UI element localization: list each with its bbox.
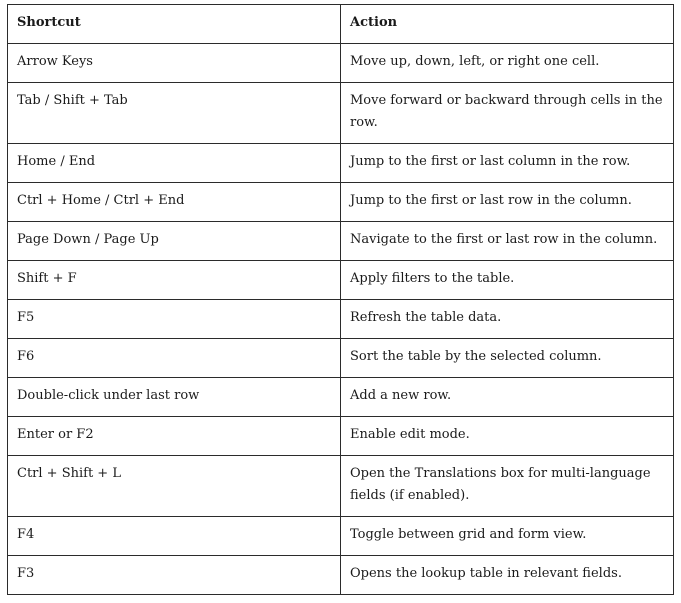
action-cell: Apply filters to the table. [341, 261, 674, 300]
table-row [8, 144, 674, 183]
action-cell: Toggle between grid and form view. [341, 517, 674, 556]
table-row [8, 378, 674, 417]
shortcut-cell: Tab / Shift + Tab [8, 83, 341, 144]
table-header-row [8, 5, 674, 44]
action-cell: Move up, down, left, or right one cell. [341, 44, 674, 83]
table-row [8, 222, 674, 261]
table-row [8, 456, 674, 517]
shortcut-cell: F5 [8, 300, 341, 339]
shortcuts-table-container [7, 4, 673, 595]
shortcut-cell: F4 [8, 517, 341, 556]
table-row [8, 44, 674, 83]
table-row [8, 183, 674, 222]
table-row [8, 517, 674, 556]
shortcut-cell: Shift + F [8, 261, 341, 300]
keyboard-shortcuts-table [7, 4, 674, 595]
table-row [8, 261, 674, 300]
header-shortcut: Shortcut [8, 5, 341, 44]
action-cell: Jump to the first or last row in the column. [341, 183, 674, 222]
table-row [8, 556, 674, 595]
action-cell: Opens the lookup table in relevant fields. [341, 556, 674, 595]
shortcut-cell: F6 [8, 339, 341, 378]
shortcut-cell: Home / End [8, 144, 341, 183]
table-row [8, 339, 674, 378]
table-row [8, 300, 674, 339]
shortcut-cell: Ctrl + Home / Ctrl + End [8, 183, 341, 222]
action-cell: Move forward or backward through cells in the row. [341, 83, 674, 144]
action-cell: Refresh the table data. [341, 300, 674, 339]
shortcut-cell: Page Down / Page Up [8, 222, 341, 261]
action-cell: Enable edit mode. [341, 417, 674, 456]
action-cell: Jump to the first or last column in the row. [341, 144, 674, 183]
shortcut-cell: Double-click under last row [8, 378, 341, 417]
action-cell: Open the Translations box for multi-language fields (if enabled). [341, 456, 674, 517]
shortcut-cell: Enter or F2 [8, 417, 341, 456]
shortcut-cell: F3 [8, 556, 341, 595]
action-cell: Navigate to the first or last row in the column. [341, 222, 674, 261]
action-cell: Sort the table by the selected column. [341, 339, 674, 378]
header-action: Action [341, 5, 674, 44]
table-row [8, 83, 674, 144]
table-row [8, 417, 674, 456]
action-cell: Add a new row. [341, 378, 674, 417]
shortcut-cell: Ctrl + Shift + L [8, 456, 341, 517]
shortcut-cell: Arrow Keys [8, 44, 341, 83]
